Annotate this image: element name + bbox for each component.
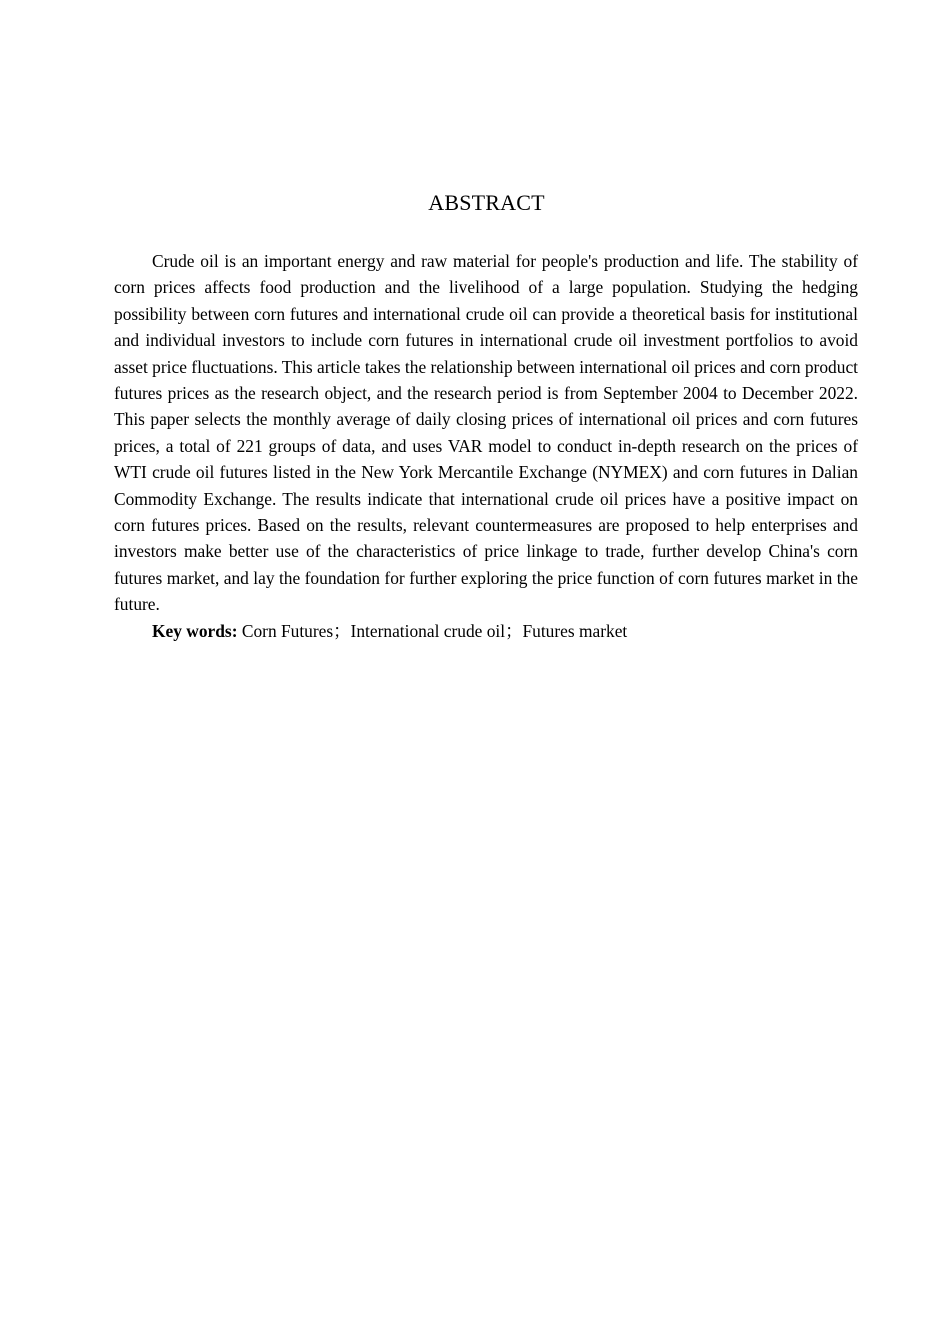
keywords-text: Corn Futures；International crude oil；Futures market bbox=[241, 620, 628, 641]
abstract-paragraph: Crude oil is an important energy and raw material for people's production and life. The stability of corn prices affects food production and the livelihood of a large population. Studying the hedging possibility between corn futures and international crude oil can provide a theoretical basis for institutional and individual investors to include corn futures in international crude oil investment portfolios to avoid asset price fluctuations. This article takes the relationship between international oil prices and corn product futures prices as the research object, and the research period is from September 2004 to December 2022. This paper selects the monthly average of daily closing prices of international oil prices and corn futures prices, a total of 221 groups of data, and uses VAR model to conduct in-depth research on the prices of WTI crude oil futures listed in the New York Mercantile Exchange (NYMEX) and corn futures in Dalian Commodity Exchange. The results indicate that international crude oil prices have a positive impact on corn futures prices. Based on the results, relevant countermeasures are proposed to help enterprises and investors make better use of the characteristics of price linkage to trade, further develop China's corn futures market, and lay the foundation for further exploring the price function of corn futures market in the future. bbox=[114, 251, 858, 615]
abstract-title: ABSTRACT bbox=[428, 190, 545, 215]
keywords-line bbox=[114, 618, 858, 644]
abstract-section bbox=[114, 248, 858, 644]
keywords-label: Key words: bbox=[152, 620, 238, 641]
